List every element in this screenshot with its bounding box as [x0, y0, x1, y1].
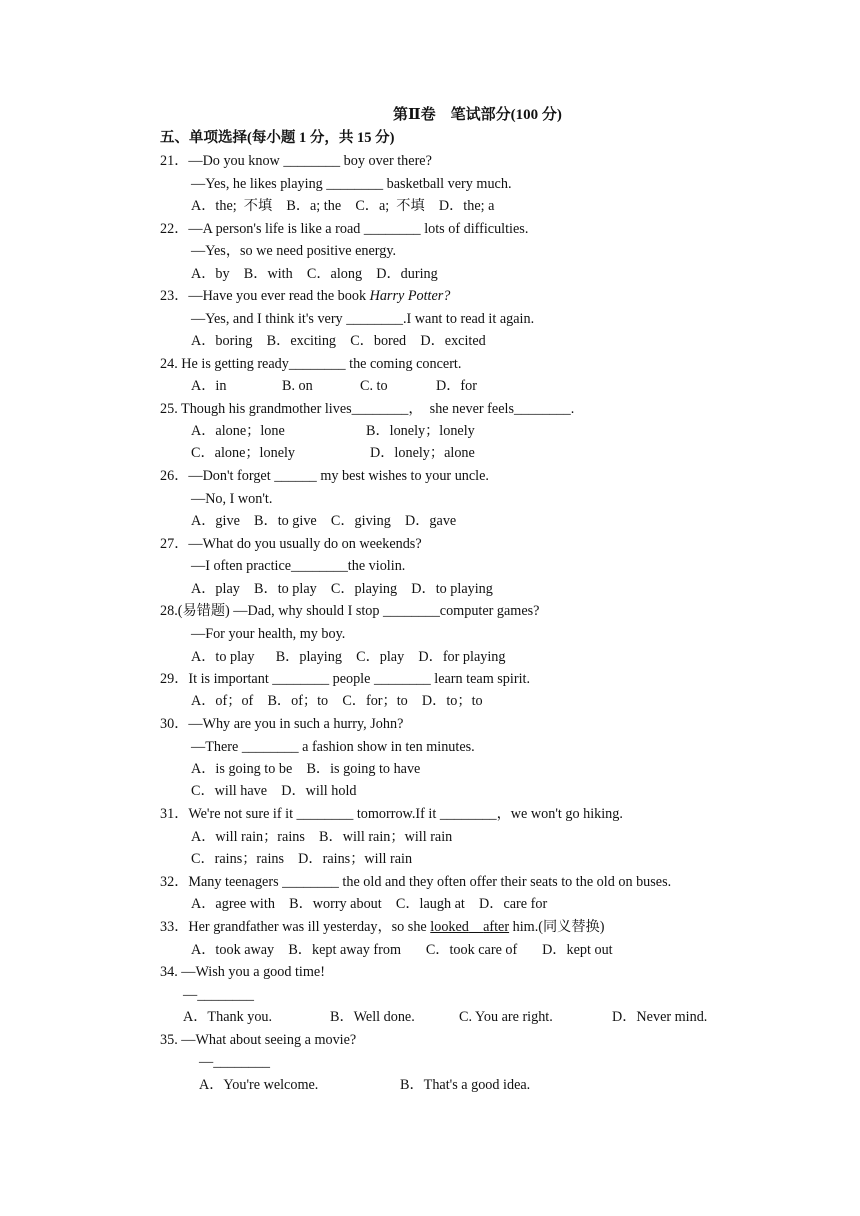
question-24-stem: 24. He is getting ready________ the coming concert. [160, 356, 462, 372]
question-26-reply: —No, I won't. [191, 491, 273, 507]
question-24-option-a: A．in [191, 378, 227, 394]
question-34-reply: —________ [183, 987, 254, 1003]
question-27-options: A．play B．to play C．playing D．to playing [191, 581, 493, 597]
question-22-stem: 22．—A person's life is like a road ________ lots of difficulties. [160, 221, 529, 237]
book-title: Harry Potter? [369, 288, 451, 304]
underlined-word-after: after [483, 919, 510, 935]
question-26-stem: 26．—Don't forget ______ my best wishes to your uncle. [160, 468, 489, 484]
question-34-option-c: C. You are right. [459, 1009, 553, 1025]
question-23-reply: —Yes, and I think it's very ________.I want to read it again. [191, 311, 535, 327]
question-34-option-d: D．Never mind. [612, 1009, 708, 1025]
question-30-options-row1: A．is going to be B．is going to have [191, 761, 421, 777]
question-30-reply: —There ________ a fashion show in ten minutes. [191, 739, 475, 755]
question-34-option-a: A．Thank you. [183, 1009, 273, 1025]
question-31-options-row2: C．rains；rains D．rains；will rain [191, 851, 413, 867]
question-30-stem: 30．—Why are you in such a hurry, John? [160, 716, 404, 732]
question-24-option-c: C. to [360, 378, 388, 394]
underlined-phrase [430, 919, 509, 935]
question-28-reply: —For your health, my boy. [191, 626, 346, 642]
question-31-stem: 31．We're not sure if it ________ tomorrow.If it ________，we won't go hiking. [160, 806, 623, 822]
question-33-stem-end: him.(同义替换) [509, 919, 605, 935]
question-29-stem: 29．It is important ________ people ________ learn team spirit. [160, 671, 530, 687]
question-21-options: A．the; 不填 B．a; the C．a; 不填 D．the; a [191, 198, 495, 214]
question-26-options: A．give B．to give C．giving D．gave [191, 513, 457, 529]
question-34-option-b: B．Well done. [330, 1009, 415, 1025]
question-30-options-row2: C．will have D．will hold [191, 783, 357, 799]
question-25-option-c: C．alone；lonely [191, 445, 296, 461]
question-33-stem [160, 918, 604, 936]
question-35-stem: 35. —What about seeing a movie? [160, 1032, 357, 1048]
question-33-options: A．took away B．kept away from C．took care of D．kept out [191, 942, 613, 958]
question-25-option-b: B．lonely；lonely [366, 423, 475, 439]
question-22-reply: —Yes，so we need positive energy. [191, 243, 397, 259]
question-35-option-b: B．That's a good idea. [400, 1077, 531, 1093]
question-33-stem-text: 33．Her grandfather was ill yesterday，so she [160, 919, 431, 935]
question-34-stem: 34. —Wish you a good time! [160, 964, 325, 980]
question-22-options: A．by B．with C．along D．during [191, 266, 438, 282]
question-25-option-d: D．lonely；alone [370, 445, 475, 461]
question-23-stem [160, 287, 450, 305]
question-21-stem: 21．—Do you know ________ boy over there? [160, 153, 432, 169]
question-27-stem: 27．—What do you usually do on weekends? [160, 536, 422, 552]
section-heading: 五、单项选择(每小题 1 分，共 15 分) [160, 130, 395, 146]
question-28-options: A．to play B．playing C．play D．for playing [191, 649, 506, 665]
question-31-options-row1: A．will rain；rains B．will rain；will rain [191, 829, 453, 845]
question-21-reply: —Yes, he likes playing ________ basketball very much. [191, 176, 512, 192]
question-23-stem-text: 23．—Have you ever read the book [160, 288, 370, 304]
underlined-gap [469, 919, 483, 935]
underlined-word-looked: looked [430, 919, 469, 935]
question-32-stem: 32．Many teenagers ________ the old and they often offer their seats to the old on buses. [160, 874, 672, 890]
question-35-reply: —________ [199, 1054, 270, 1070]
question-35-option-a: A．You're welcome. [199, 1077, 319, 1093]
question-25-option-a: A．alone；lone [191, 423, 285, 439]
question-27-reply: —I often practice________the violin. [191, 558, 406, 574]
question-29-options: A．of；of B．of；to C．for；to D．to；to [191, 693, 483, 709]
question-32-options: A．agree with B．worry about C．laugh at D．care for [191, 896, 548, 912]
question-23-options: A．boring B．exciting C．bored D．excited [191, 333, 486, 349]
question-25-stem: 25. Though his grandmother lives________， she never feels________. [160, 401, 575, 417]
question-24-option-d: D．for [436, 378, 477, 394]
page-title: 第Ⅱ卷 笔试部分(100 分) [393, 107, 562, 123]
question-28-stem: 28.(易错题) —Dad, why should I stop ________computer games? [160, 603, 540, 619]
question-24-option-b: B. on [282, 378, 313, 394]
